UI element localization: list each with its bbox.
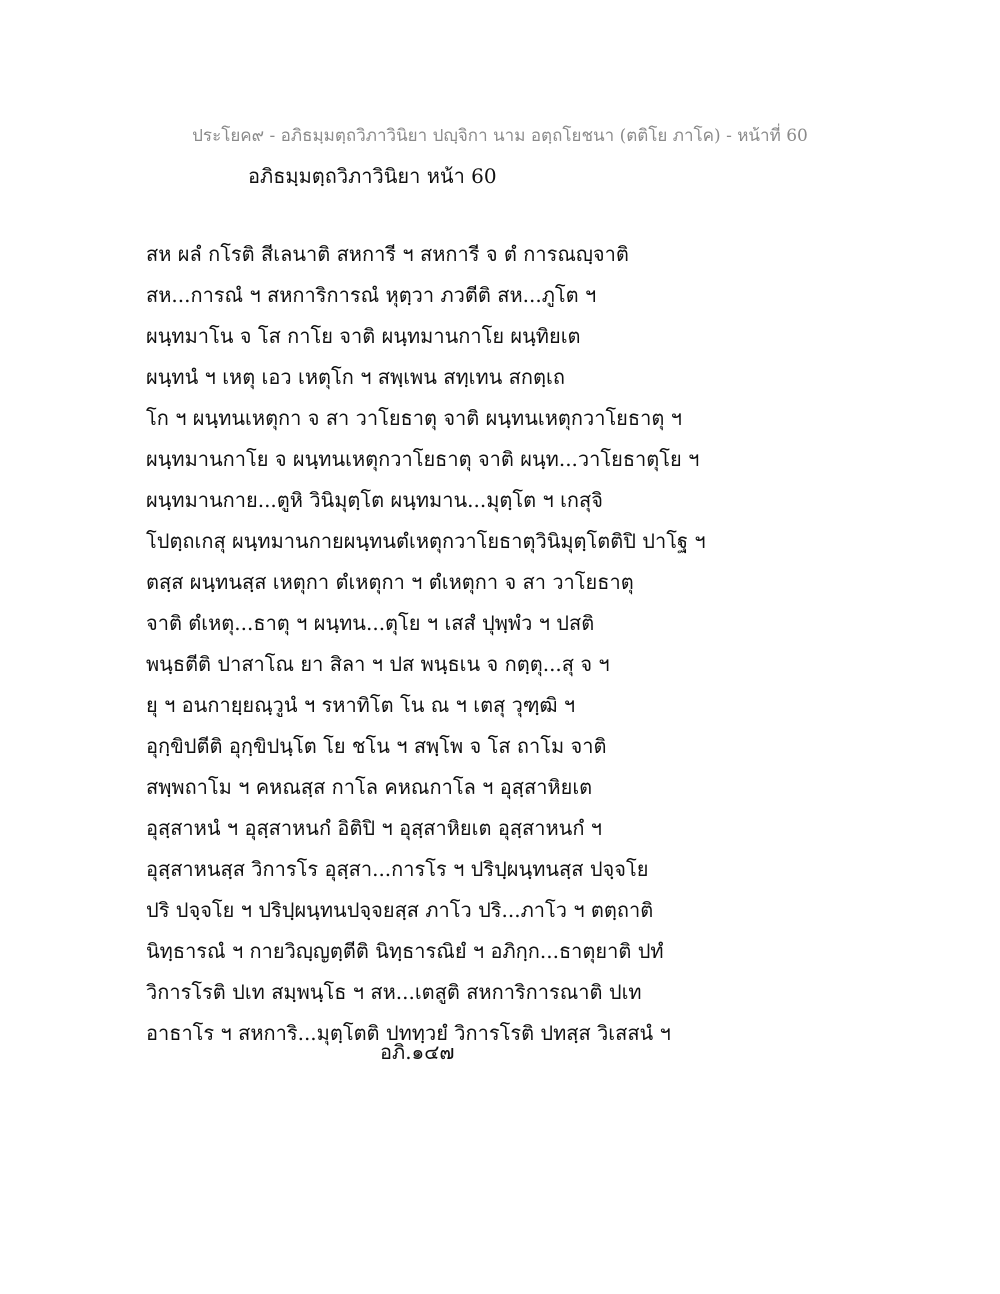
text-line: อุสฺสาหนสฺส วิการโร อุสฺสา...การโร ฯ ปริปฺผนฺทนสฺส ปจฺจโย [146, 857, 649, 881]
text-line: อาธาโร ฯ สหการิ...มุตฺโตติ ปททฺวยํ วิการโรติ ปทสฺส วิเสสนํ ฯ [146, 1021, 671, 1045]
text-line: จาติ ตํเหตุ...ธาตุ ฯ ผนฺทน...ตุโย ฯ เสสํ ปุพฺพํว ฯ ปสติ [146, 611, 595, 635]
text-line: โก ฯ ผนฺทนเหตุกา จ สา วาโยธาตุ จาติ ผนฺทนเหตุกวาโยธาตุ ฯ [146, 406, 682, 430]
text-line: สห...การณํ ฯ สหการิการณํ หุตฺวา ภวตีติ สห...ภูโต ฯ [146, 283, 597, 307]
text-line: อุกฺขิปตีติ อุกฺขิปนฺโต โย ชโน ฯ สพฺโพ จ โส ถาโม จาติ [146, 734, 607, 758]
text-line: โปตฺถเกสุ ผนฺทมานกายผนฺทนตํเหตุกวาโยธาตุวินิมุตฺโตติปิ ปาโฐ ฯ [146, 529, 706, 553]
text-line: สพฺพถาโม ฯ คหณสฺส กาโล คหณกาโล ฯ อุสฺสาหิยเต [146, 775, 593, 799]
text-line: ผนฺทมานกาโย จ ผนฺทนเหตุกวาโยธาตุ จาติ ผนฺท...วาโยธาตุโย ฯ [146, 447, 700, 471]
text-line: นิทฺธารณํ ฯ กายวิญฺญตฺตีติ นิทฺธารณิยํ ฯ อภิกฺก...ธาตุยาติ ปทํ [146, 939, 664, 963]
footer-reference: อภิ.๑๔๗ [380, 1040, 455, 1064]
body-text [146, 240, 846, 1060]
text-line: อุสฺสาหนํ ฯ อุสฺสาหนกํ อิติปิ ฯ อุสฺสาหิยเต อุสฺสาหนกํ ฯ [146, 816, 603, 840]
text-line: ผนฺทนํ ฯ เหตุ เอว เหตุโก ฯ สพฺเพน สทฺเทน สกตฺเถ [146, 365, 565, 389]
text-line: พนฺธตีติ ปาสาโณ ยา สิลา ฯ ปส พนฺธเน จ กตฺตุ...สุ จ ฯ [146, 652, 610, 676]
text-line: ผนฺทมานกาย...ตูหิ วินิมุตฺโต ผนฺทมาน...มุตฺโต ฯ เกสุจิ [146, 488, 603, 512]
text-line: ผนฺทมาโน จ โส กาโย จาติ ผนฺทมานกาโย ผนฺทิยเต [146, 324, 581, 348]
text-line: วิการโรติ ปเท สมฺพนฺโธ ฯ สห...เตสูติ สหการิการณาติ ปเท [146, 980, 642, 1004]
page-title: อภิธมฺมตฺถวิภาวินิยา หน้า 60 [248, 164, 497, 188]
text-line: ปริ ปจฺจโย ฯ ปริปฺผนฺทนปจฺจยสฺส ภาโว ปริ...ภาโว ฯ ตตฺถาติ [146, 898, 654, 922]
text-line: ยุ ฯ อนกายฺยณฺวูนํ ฯ รหาทิโต โน ณ ฯ เตสุ วุฑฺฒิ ฯ [146, 693, 576, 717]
text-line: สห ผลํ กโรติ สีเลนาติ สหการี ฯ สหการี จ ตํ การณญฺจาติ [146, 242, 629, 266]
running-header: ประโยค๙ - อภิธมฺมตฺถวิภาวินิยา ปญฺจิกา นาม อตฺถโยชนา (ตติโย ภาโค) - หน้าที่ 60 [192, 126, 808, 146]
text-line: ตสฺส ผนฺทนสฺส เหตุกา ตํเหตุกา ฯ ตํเหตุกา จ สา วาโยธาตุ [146, 570, 634, 594]
